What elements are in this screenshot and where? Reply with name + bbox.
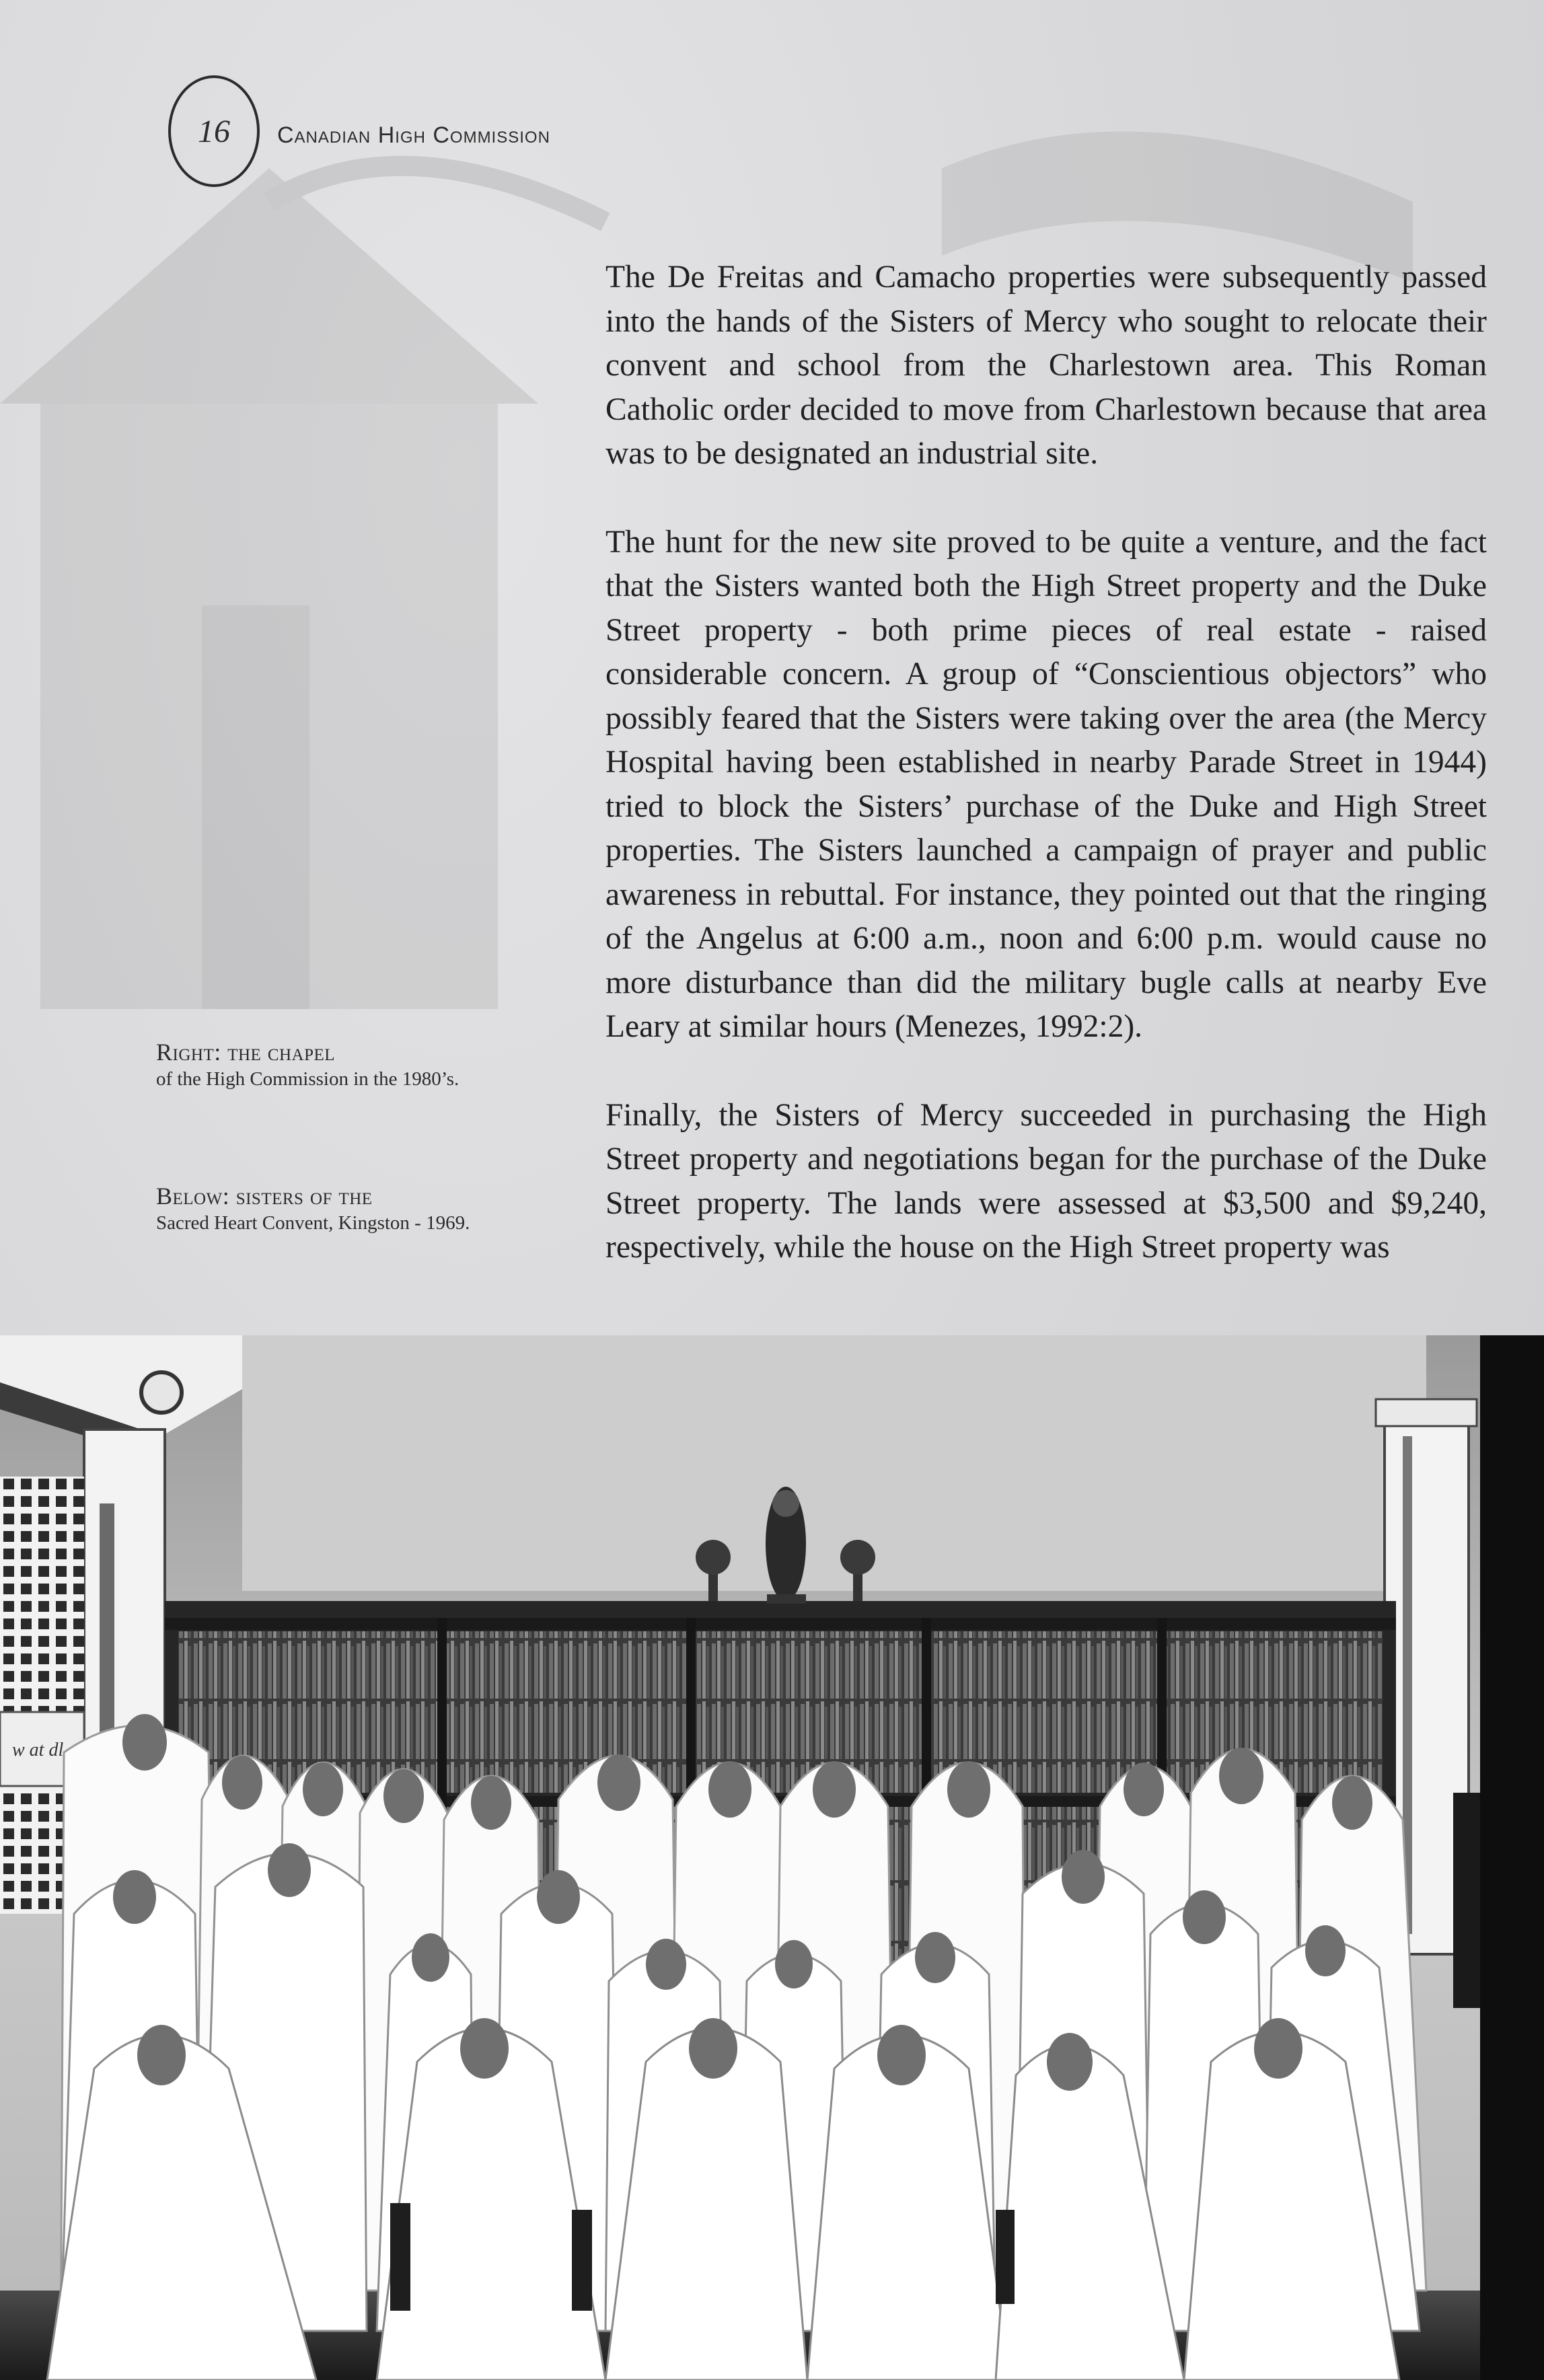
body-text: [605, 256, 1487, 1270]
photo-sign-text: w at dl: [12, 1740, 64, 1760]
caption-right: [156, 1037, 472, 1091]
group-photo-sisters: [0, 1335, 1480, 2380]
caption-below: [156, 1181, 472, 1235]
caption-text: of the High Commission in the 1980’s.: [156, 1068, 459, 1090]
caption-head: Below: sisters of the: [156, 1183, 373, 1210]
running-head: Canadian High Commission: [277, 122, 550, 148]
caption-text: Sacred Heart Convent, Kingston - 1969.: [156, 1212, 470, 1234]
page-number: 16: [168, 75, 260, 187]
paragraph: The De Freitas and Camacho properties were subsequently passed into the hands of the Sisters of Mercy who sought to relocate their convent and school from the Charlestown area. This Roman Catholic order decided to move from Charlestown because that area was to be designated an industrial site.: [605, 260, 1487, 471]
caption-head: Right: the chapel: [156, 1039, 336, 1066]
paragraph: The hunt for the new site proved to be quite a venture, and the fact that the Sisters wanted both the High Street property and the Duke Street property - both prime pieces of real estate - raised considerable concern. A group of “Conscientious objectors” who possibly feared that the Sisters were taking over the area (the Mercy Hospital having been established in nearby Parade Street in 1944) tried to block the Sisters’ purchase of the Duke and High Street properties. The Sisters launched a campaign of prayer and public awareness in rebuttal. For instance, they pointed out that the ringing of the Angelus at 6:00 a.m., noon and 6:00 p.m. would cause no more disturbance than did the military bugle calls at nearby Eve Leary at similar hours (Menezes, 1992:2).: [605, 524, 1487, 1044]
photo-dark-edge: [1480, 1335, 1544, 2380]
paragraph: Finally, the Sisters of Mercy succeeded in purchasing the High Street property and negotiations began for the purchase of the Duke Street property. The lands were assessed at $3,500 and $9,240, respectively, while the house on the High Street property was: [605, 1097, 1487, 1265]
